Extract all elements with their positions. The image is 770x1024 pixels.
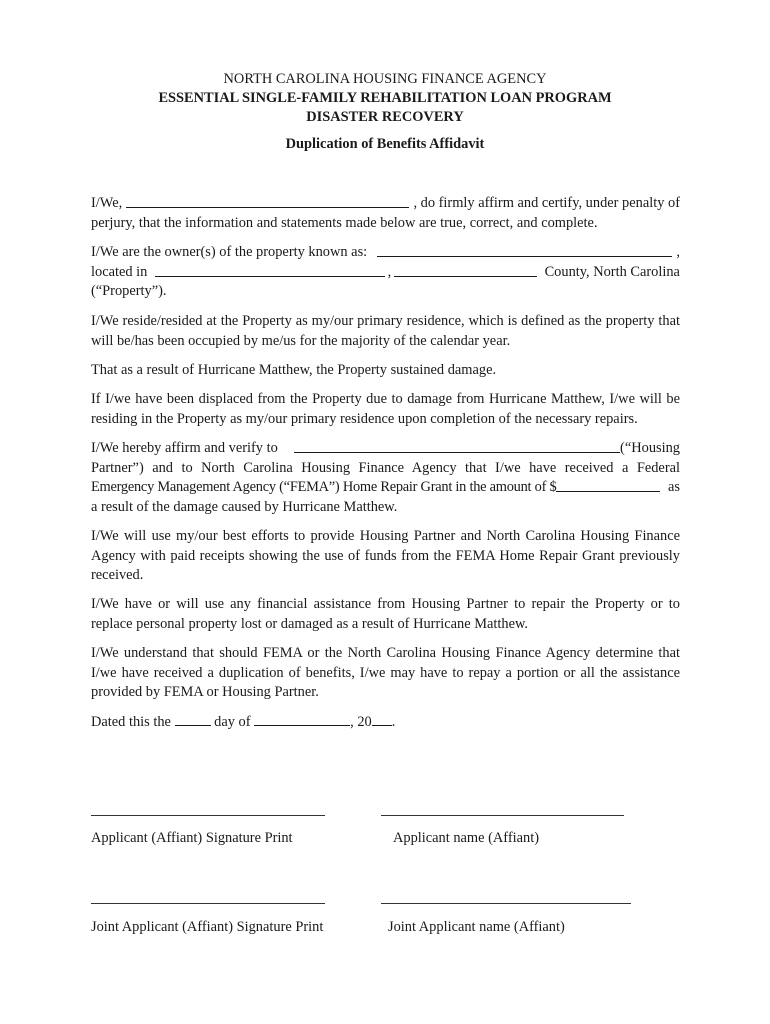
applicant-name-line[interactable] bbox=[381, 815, 624, 816]
month-field[interactable] bbox=[254, 712, 350, 726]
county-field[interactable] bbox=[394, 263, 537, 277]
property-term: (“Property”). bbox=[91, 283, 167, 299]
joint-signature-line[interactable] bbox=[91, 903, 325, 904]
dated-line: Dated this the day of , 20 . bbox=[91, 714, 396, 730]
agency-name: NORTH CAROLINA HOUSING FINANCE AGENCY bbox=[223, 71, 547, 87]
joint-name-label: Joint Applicant name (Affiant) bbox=[388, 919, 565, 935]
affiant-name-field[interactable] bbox=[126, 194, 409, 208]
affirm-text-cont: perjury, that the information and statements made below are true, correct, and complete. bbox=[91, 214, 598, 231]
property-paragraph: I/We are the owner(s) of the property known as: , located in , County, North Carolina (“Property”). bbox=[91, 243, 680, 302]
owner-label: I/We are the owner(s) of the property known as: bbox=[91, 244, 368, 260]
property-address-field[interactable] bbox=[377, 243, 672, 257]
subprogram-name: DISASTER RECOVERY bbox=[306, 109, 464, 125]
assistance-paragraph: I/We have or will use any financial assistance from Housing Partner to repair the Property or to replace personal property lost or damaged as a result of Hurricane Matthew. bbox=[91, 596, 680, 632]
applicant-signature-label: Applicant (Affiant) Signature Print bbox=[91, 830, 293, 846]
joint-name-line[interactable] bbox=[381, 903, 631, 904]
affirm-text: , do firmly affirm and certify, under penalty of bbox=[413, 195, 680, 211]
located-label: located in bbox=[91, 263, 148, 280]
county-label: County, North Carolina bbox=[544, 263, 680, 280]
housing-partner-field[interactable] bbox=[294, 439, 620, 453]
displacement-paragraph: If I/we have been displaced from the Property due to damage from Hurricane Matthew, I/we will be residing in the Property as my/our primary residence upon completion of the necessary repairs. bbox=[91, 391, 680, 427]
residence-paragraph: I/We reside/resided at the Property as my/our primary residence, which is defined as the property that will be/has been occupied by me/us for the majority of the calendar year. bbox=[91, 313, 680, 349]
document-header bbox=[0, 70, 770, 127]
program-name: ESSENTIAL SINGLE-FAMILY REHABILITATION LOAN PROGRAM bbox=[158, 90, 612, 106]
year-field[interactable] bbox=[372, 712, 392, 726]
verify-label: I/We hereby affirm and verify to bbox=[91, 440, 278, 456]
iwe-label: I/We, bbox=[91, 195, 123, 211]
verification-paragraph: I/We hereby affirm and verify to (“Housing Partner”) and to North Carolina Housing Finance Agency that I/we have received a Federal Emergency Management Agency (“FEMA”) Home Repair Grant in the amount of $ as a result of the damage caused by Hurricane Matthew. bbox=[91, 440, 680, 515]
affirmation-paragraph bbox=[91, 194, 680, 233]
grant-amount-field[interactable] bbox=[556, 478, 660, 492]
city-field[interactable] bbox=[155, 263, 385, 277]
joint-signature-label: Joint Applicant (Affiant) Signature Print bbox=[91, 919, 324, 935]
damage-paragraph: That as a result of Hurricane Matthew, the Property sustained damage. bbox=[91, 362, 497, 378]
applicant-signature-line[interactable] bbox=[91, 815, 325, 816]
duplication-paragraph: I/We understand that should FEMA or the North Carolina Housing Finance Agency determine that I/we have received a duplication of benefits, I/we may have to repay a portion or all the assistance provided by FEMA or Housing Partner. bbox=[91, 645, 680, 700]
receipts-paragraph: I/We will use my/our best efforts to provide Housing Partner and North Carolina Housing Finance Agency with paid receipts showing the use of funds from the FEMA Home Repair Grant previously received. bbox=[91, 528, 680, 583]
day-field[interactable] bbox=[175, 712, 211, 726]
applicant-name-label: Applicant name (Affiant) bbox=[393, 830, 539, 846]
document-title: Duplication of Benefits Affidavit bbox=[285, 136, 485, 152]
